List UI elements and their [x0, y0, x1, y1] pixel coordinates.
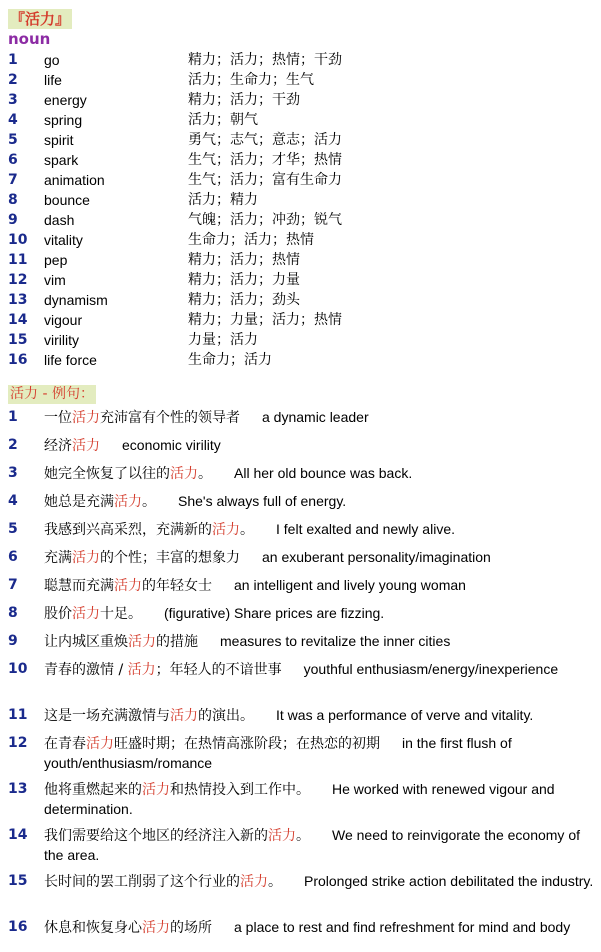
synonym-word[interactable]: go	[44, 52, 60, 68]
example-chinese-rest: 。	[268, 874, 282, 890]
synonym-row	[0, 270, 601, 290]
example-highlight: 活力	[127, 662, 156, 678]
synonym-word[interactable]: spring	[44, 112, 83, 128]
example-chinese: 让内城区重焕	[44, 634, 128, 650]
example-text	[44, 872, 597, 892]
synonym-row	[0, 330, 601, 350]
synonym-number: 10	[8, 232, 28, 248]
synonym-word[interactable]: energy	[44, 92, 87, 108]
example-english: economic virility	[122, 437, 221, 453]
example-english: We need to reinvigorate the economy of the area.	[44, 827, 581, 863]
synonym-row	[0, 150, 601, 170]
example-chinese: 这是一场充满激情与	[44, 708, 170, 724]
synonym-translation: 气魄；活力；冲劲；锐气	[188, 212, 342, 228]
synonym-number: 4	[8, 112, 18, 128]
example-highlight: 活力	[212, 522, 240, 538]
example-text	[44, 520, 597, 540]
example-text	[44, 918, 597, 938]
example-english: in the first flush of youth/enthusiasm/romance	[44, 735, 512, 771]
synonym-number: 7	[8, 172, 18, 188]
synonym-row	[0, 70, 601, 90]
example-highlight: 活力	[114, 494, 142, 510]
synonym-row	[0, 310, 601, 330]
example-number: 1	[8, 409, 18, 425]
example-chinese-rest: 的措施	[156, 634, 198, 650]
synonym-word[interactable]: vigour	[44, 312, 83, 328]
example-number: 5	[8, 521, 18, 537]
example-english: He worked with renewed vigour and determination.	[44, 781, 555, 817]
example-chinese: 休息和恢复身心	[44, 920, 142, 936]
example-highlight: 活力	[86, 736, 114, 752]
synonym-number: 8	[8, 192, 18, 208]
synonym-row	[0, 290, 601, 310]
synonym-word[interactable]: animation	[44, 172, 105, 188]
example-chinese: 经济	[44, 438, 72, 454]
synonym-number: 15	[8, 332, 28, 348]
example-number: 7	[8, 577, 18, 593]
example-chinese-rest: 。	[296, 828, 310, 844]
synonym-number: 5	[8, 132, 18, 148]
example-chinese-rest: 。	[240, 522, 254, 538]
synonym-number: 14	[8, 312, 28, 328]
example-english: She's always full of energy.	[178, 493, 347, 509]
synonym-translation: 生命力；活力	[188, 352, 272, 368]
example-highlight: 活力	[128, 634, 156, 650]
synonym-row	[0, 350, 601, 370]
example-number: 9	[8, 633, 18, 649]
part-of-speech: noun	[8, 30, 51, 48]
example-number: 3	[8, 465, 18, 481]
example-text	[44, 780, 597, 820]
example-highlight: 活力	[142, 920, 170, 936]
example-text	[44, 548, 597, 568]
example-english: measures to revitalize the inner cities	[220, 633, 451, 649]
example-chinese-rest: 的演出。	[198, 708, 254, 724]
synonym-word[interactable]: life force	[44, 352, 97, 368]
example-highlight: 活力	[240, 874, 268, 890]
example-text	[44, 492, 597, 512]
example-text	[44, 464, 597, 484]
example-text	[44, 604, 597, 624]
example-number: 10	[8, 661, 28, 677]
synonym-translation: 生气；活力；富有生命力	[188, 172, 342, 188]
synonym-number: 16	[8, 352, 28, 368]
example-chinese-rest: 十足。	[100, 606, 142, 622]
example-number: 4	[8, 493, 18, 509]
synonym-translation: 精力；力量；活力；热情	[188, 312, 342, 328]
example-text	[44, 408, 597, 428]
example-chinese: 股价	[44, 606, 72, 622]
example-number: 14	[8, 827, 28, 843]
example-english: an intelligent and lively young woman	[234, 577, 466, 593]
example-highlight: 活力	[72, 606, 100, 622]
example-english: youthful enthusiasm/energy/inexperience	[303, 661, 559, 677]
example-text	[44, 706, 597, 726]
synonym-row	[0, 130, 601, 150]
synonym-row	[0, 190, 601, 210]
synonym-number: 6	[8, 152, 18, 168]
example-chinese-rest: 和热情投入到工作中。	[170, 782, 310, 798]
example-highlight: 活力	[268, 828, 296, 844]
synonym-number: 11	[8, 252, 28, 268]
synonym-translation: 精力；活力；热情	[188, 252, 300, 268]
example-number: 8	[8, 605, 18, 621]
synonym-number: 13	[8, 292, 28, 308]
synonym-translation: 活力；生命力；生气	[188, 72, 314, 88]
synonym-row	[0, 210, 601, 230]
synonym-row	[0, 50, 601, 70]
headword: 『活力』	[10, 10, 71, 28]
synonym-word[interactable]: dash	[44, 212, 75, 228]
synonym-number: 1	[8, 52, 18, 68]
synonym-translation: 活力；精力	[188, 192, 258, 208]
example-chinese-rest: 。	[142, 494, 156, 510]
example-text	[44, 734, 597, 774]
synonym-translation: 活力；朝气	[188, 112, 258, 128]
example-chinese-rest: 旺盛时期；在热情高涨阶段；在热恋的初期	[114, 736, 380, 752]
synonym-word[interactable]: life	[44, 72, 62, 88]
example-chinese-rest: 。	[198, 466, 212, 482]
example-chinese: 长时间的罢工削弱了这个行业的	[44, 874, 240, 890]
example-highlight: 活力	[170, 466, 198, 482]
example-english: a place to rest and find refreshment for mind and body	[234, 919, 571, 935]
example-english: It was a performance of verve and vitality.	[276, 707, 534, 723]
example-number: 16	[8, 919, 28, 935]
synonym-translation: 生气；活力；才华；热情	[188, 152, 342, 168]
synonym-number: 9	[8, 212, 18, 228]
example-english: an exuberant personality/imagination	[262, 549, 491, 565]
example-number: 15	[8, 873, 28, 889]
synonym-translation: 精力；活力；干劲	[188, 92, 300, 108]
synonym-number: 12	[8, 272, 28, 288]
example-number: 6	[8, 549, 18, 565]
synonym-word[interactable]: dynamism	[44, 292, 108, 308]
example-chinese: 充满	[44, 550, 72, 566]
example-english: I felt exalted and newly alive.	[276, 521, 455, 537]
example-english: Prolonged strike action debilitated the industry.	[304, 873, 594, 889]
example-number: 11	[8, 707, 28, 723]
example-chinese: 她完全恢复了以往的	[44, 466, 170, 482]
synonym-row	[0, 90, 601, 110]
example-english: a dynamic leader	[262, 409, 369, 425]
example-number: 12	[8, 735, 28, 751]
synonym-word[interactable]: virility	[44, 332, 79, 348]
example-english: (figurative) Share prices are fizzing.	[164, 605, 385, 621]
synonym-word[interactable]: vitality	[44, 232, 83, 248]
synonym-translation: 精力；活力；劲头	[188, 292, 300, 308]
example-highlight: 活力	[72, 410, 100, 426]
example-chinese-rest: 充沛富有个性的领导者	[100, 410, 240, 426]
example-text	[44, 826, 597, 866]
example-text	[44, 436, 597, 456]
example-chinese-rest: 的场所	[170, 920, 212, 936]
example-chinese: 我们需要给这个地区的经济注入新的	[44, 828, 268, 844]
synonym-number: 3	[8, 92, 18, 108]
example-chinese: 我感到兴高采烈，充满新的	[44, 522, 212, 538]
example-chinese-rest: 的个性；丰富的想象力	[100, 550, 240, 566]
example-chinese: 她总是充满	[44, 494, 114, 510]
synonym-word[interactable]: spirit	[44, 132, 74, 148]
synonym-row	[0, 250, 601, 270]
synonym-row	[0, 230, 601, 250]
example-chinese-rest: 的年轻女士	[142, 578, 212, 594]
synonym-row	[0, 170, 601, 190]
example-chinese: 一位	[44, 410, 72, 426]
synonym-number: 2	[8, 72, 18, 88]
example-chinese-rest: ；年轻人的不谙世事	[155, 662, 282, 678]
example-text	[44, 632, 597, 652]
example-number: 13	[8, 781, 28, 797]
example-highlight: 活力	[114, 578, 142, 594]
examples-heading: 活力 - 例句：	[10, 386, 94, 402]
synonym-translation: 生命力；活力；热情	[188, 232, 314, 248]
synonym-translation: 力量；活力	[188, 332, 258, 348]
synonym-translation: 勇气；志气；意志；活力	[188, 132, 342, 148]
example-highlight: 活力	[72, 438, 100, 454]
example-chinese: 在青春	[44, 736, 86, 752]
example-text	[44, 576, 597, 596]
synonym-translation: 精力；活力；热情；干劲	[188, 52, 342, 68]
synonym-word[interactable]: bounce	[44, 192, 90, 208]
example-chinese: 青春的激情 /	[44, 662, 128, 678]
example-highlight: 活力	[142, 782, 170, 798]
example-highlight: 活力	[170, 708, 198, 724]
example-text	[44, 660, 597, 680]
example-chinese: 他将重燃起来的	[44, 782, 142, 798]
example-highlight: 活力	[72, 550, 100, 566]
synonym-word[interactable]: spark	[44, 152, 79, 168]
example-chinese: 聪慧而充满	[44, 578, 114, 594]
synonym-word[interactable]: pep	[44, 252, 68, 268]
synonym-row	[0, 110, 601, 130]
synonym-translation: 精力；活力；力量	[188, 272, 300, 288]
example-english: All her old bounce was back.	[234, 465, 413, 481]
example-number: 2	[8, 437, 18, 453]
synonym-word[interactable]: vim	[44, 272, 66, 288]
